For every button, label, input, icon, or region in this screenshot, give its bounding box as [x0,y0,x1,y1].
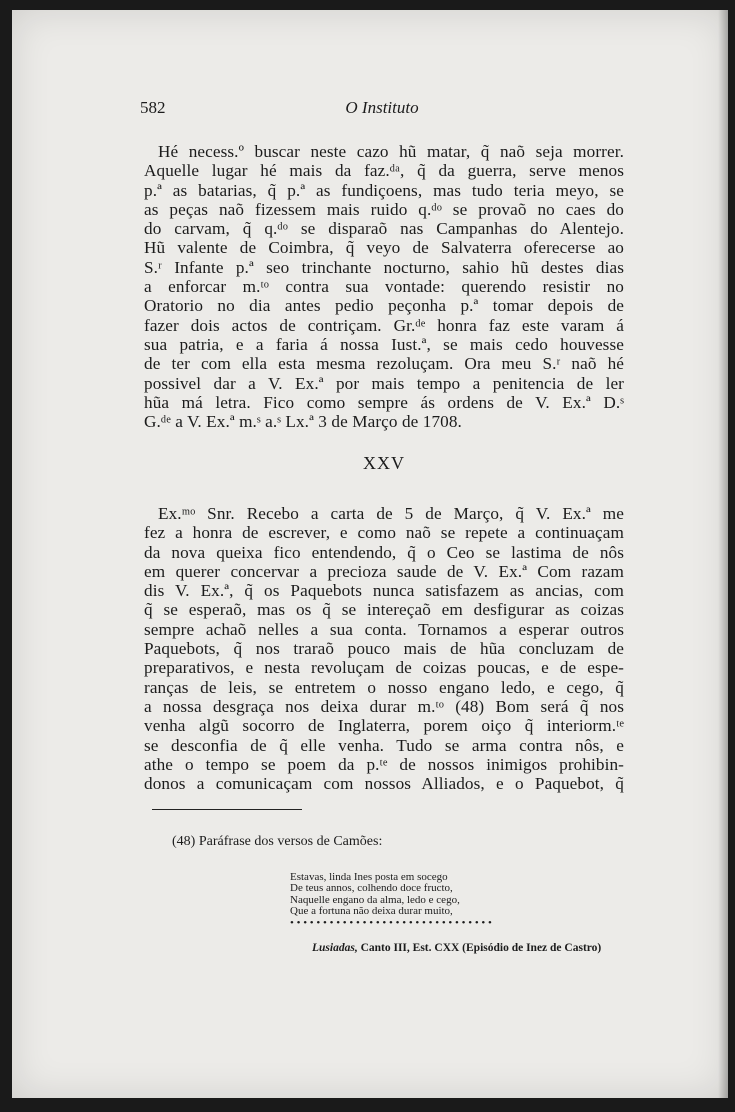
text-line: Hé necess.º buscar neste cazo hũ matar, q̃ naõ seja morrer. [158,142,624,161]
footnote-divider [152,809,302,810]
text-line: a nossa desgraça nos deixa durar m.ᵗᵒ (48) Bom será q̃ nos [144,696,624,716]
text-line: possivel dar a V. Ex.ª por mais tempo a penitencia de ler [144,373,624,393]
text-line: G.ᵈᵉ a V. Ex.ª m.ˢ a.ˢ Lx.ª 3 de Março de 1708. [144,412,462,432]
section-heading: XXV [363,453,405,473]
verse-line: Naquelle engano da alma, ledo e cego, [290,893,460,906]
text-line: se desconfia de q̃ elle venha. Tudo se arma contra nôs, e [144,735,624,755]
paragraph-1 [144,142,624,431]
text-line: fazer dois actos de contriçam. Gr.ᵈᵉ honra faz este varam á [144,315,624,335]
text-line: donos a comunicaçam com nossos Alliados, e o Paquebot, q̃ [144,774,624,794]
text-line: p.ª as batarias, q̃ p.ª as fundiçoens, mas tudo teria meyo, se [144,180,624,200]
verse-ellipsis: • • • • • • • • • • • • • • • • • • • • • • • • • • • • • • • [290,916,492,929]
text-line: Ex.ᵐᵒ Snr. Recebo a carta de 5 de Março, q̃ V. Ex.ª me [158,504,624,523]
text-line: hũa má letra. Fico como sempre ás ordens de V. Ex.ª D.ˢ [144,392,624,412]
page-header [140,98,624,122]
page-number: 582 [140,98,166,117]
book-page [12,10,728,1098]
paragraph-2 [144,504,624,793]
text-line: venha algũ socorro de Inglaterra, porem oiço q̃ interiorm.ᵗᵉ [144,716,624,736]
text-line: athe o tempo se poem da p.ᵗᵉ de nossos inimigos prohibin- [144,754,624,774]
text-line: Hũ valente de Coimbra, q̃ veyo de Salvaterra oferecerse ao [144,238,624,258]
text-line: Paquebots, q̃ nos traraõ pouco mais de hũa concluzam de [144,639,624,659]
verse-line: Que a fortuna não deixa durar muito, [290,905,453,918]
text-line: em querer concervar a precioza saude de V. Ex.ª Com razam [144,561,624,581]
text-line: preparativos, e nesta revoluçam de coizas poucas, e de espe- [144,658,624,678]
quoted-verse [290,872,530,929]
text-line: dis V. Ex.ª, q̃ os Paquebots nunca satisfazem as ancias, com [144,581,624,601]
text-line: fez a honra de escrever, e como naõ se repete a continuaçam [144,523,624,543]
running-title: O Instituto [345,98,419,117]
text-line: a enforcar m.ᵗᵒ contra sua vontade: querendo resistir no [144,277,624,297]
text-line: sua patria, e a faria á nossa Iust.ª, se mais cedo houvesse [144,334,624,354]
text-line: S.ʳ Infante p.ª seo trinchante nocturno, sahio hũ destes dias [144,257,624,277]
text-line: ranças de leis, se entretem o nosso engano ledo, e cego, q̃ [144,677,624,697]
citation-work: Lusiadas, [312,942,358,954]
verse-line: De teus annos, colhendo doce fructo, [290,882,453,895]
text-line: q̃ se esperaõ, mas os q̃ se intereçaõ em desfigurar as coizas [144,600,624,620]
page-edge-shadow [718,10,728,1098]
text-line: as peças naõ fizessem mais ruido q.ᵈᵒ se provaõ no caes do [144,199,624,219]
citation-detail: Canto III, Est. CXX (Episódio de Inez de Castro) [357,942,602,954]
text-line: de ter com ella esta mesma rezoluçam. Ora meu S.ʳ naõ hé [144,354,624,374]
footnote-text: (48) Paráfrase dos versos de Camões: [172,834,383,849]
text-line: Aquelle lugar hé mais da faz.ᵈᵃ, q̃ da guerra, serve menos [144,161,624,181]
text-line: sempre achaõ nelles a sua conta. Tornamos a esperar outros [144,619,624,639]
verse-line: Estavas, linda Ines posta em socego [290,871,448,883]
verse-citation [312,942,601,954]
text-line: Oratorio no dia antes pedio peçonha p.ª tomar depois de [144,296,624,316]
text-line: da nova queixa fico entendendo, q̃ o Ceo se lastima de nôs [144,542,624,562]
text-line: do carvam, q̃ q.ᵈᵒ se disparaõ nas Campanhas do Alentejo. [144,219,624,239]
